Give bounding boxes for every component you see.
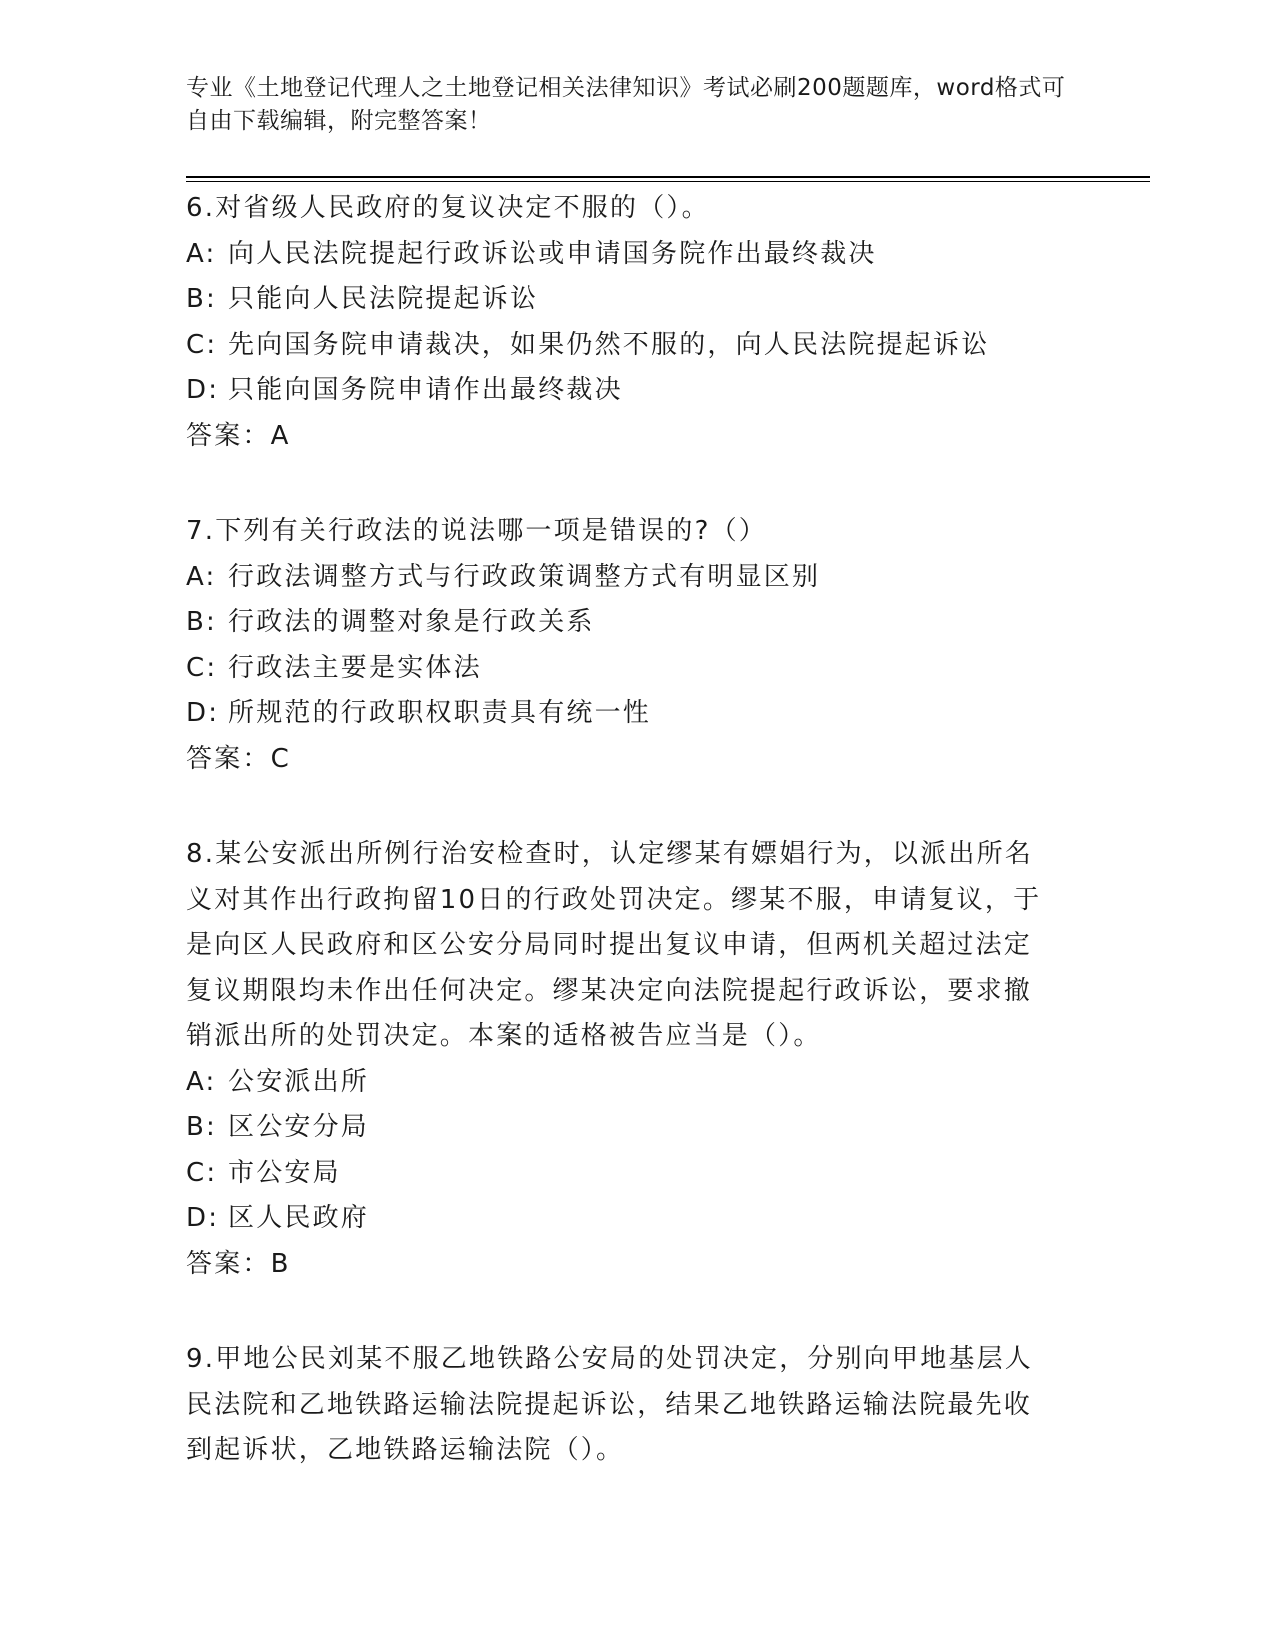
option-text: 行政法的调整对象是行政关系 <box>228 607 595 637</box>
question-stem-line: 是向区人民政府和区公安分局同时提出复议申请，但两机关超过法定 <box>186 930 1033 960</box>
option-b <box>186 1105 1086 1151</box>
option-text: 行政法主要是实体法 <box>228 652 482 683</box>
option-text: 区人民政府 <box>228 1203 370 1233</box>
document-header: 专业《土地登记代理人之土地登记相关法律知识》考试必刷200题题库，word格式可自由下载编辑，附完整答案！ <box>186 75 1066 134</box>
question-8 <box>186 832 1086 1287</box>
option-text: 公安派出所 <box>228 1066 370 1097</box>
option-c <box>186 646 1086 692</box>
answer: 答案：C <box>186 743 291 774</box>
spacer <box>186 459 1086 509</box>
option-a <box>186 1060 1086 1106</box>
option-key: B: <box>186 1112 217 1142</box>
option-b <box>186 600 1086 646</box>
answer: 答案：A <box>186 420 291 451</box>
option-d <box>186 691 1086 737</box>
option-key: B: <box>186 284 217 314</box>
option-key: D: <box>186 375 220 405</box>
question-7 <box>186 509 1086 782</box>
spacer <box>186 782 1086 832</box>
question-stem-line: 义对其作出行政拘留10日的行政处罚决定。缪某不服，申请复议，于 <box>186 884 1042 915</box>
option-text: 所规范的行政职权职责具有统一性 <box>228 698 652 728</box>
question-stem: 7.下列有关行政法的说法哪一项是错误的?（） <box>186 516 768 546</box>
option-key: C: <box>186 652 218 683</box>
option-c <box>186 1151 1086 1197</box>
option-text: 只能向国务院申请作出最终裁决 <box>228 375 623 405</box>
question-9 <box>186 1337 1086 1474</box>
question-stem-line: 到起诉状，乙地铁路运输法院（）。 <box>186 1435 625 1465</box>
option-key: C: <box>186 329 218 360</box>
option-a <box>186 232 1086 278</box>
question-stem-line: 8.某公安派出所例行治安检查时，认定缪某有嫖娼行为，以派出所名 <box>186 839 1034 869</box>
option-key: D: <box>186 1203 220 1233</box>
option-key: C: <box>186 1157 218 1188</box>
option-key: D: <box>186 698 220 728</box>
header-divider-thick <box>186 176 1150 178</box>
option-key: B: <box>186 607 217 637</box>
question-stem-line: 销派出所的处罚决定。本案的适格被告应当是（）。 <box>186 1021 822 1051</box>
option-text: 市公安局 <box>228 1157 341 1188</box>
option-a <box>186 555 1086 601</box>
header-divider-thin <box>186 181 1150 182</box>
option-text: 先向国务院申请裁决，如果仍然不服的，向人民法院提起诉讼 <box>228 329 990 360</box>
question-stem-line: 复议期限均未作出任何决定。缪某决定向法院提起行政诉讼，要求撤 <box>186 975 1033 1006</box>
option-b <box>186 277 1086 323</box>
option-c <box>186 323 1086 369</box>
option-key: A: <box>186 561 217 592</box>
option-key: A: <box>186 238 217 269</box>
spacer <box>186 1287 1086 1337</box>
option-text: 只能向人民法院提起诉讼 <box>228 284 539 314</box>
option-text: 区公安分局 <box>228 1112 370 1142</box>
option-d <box>186 368 1086 414</box>
option-text: 向人民法院提起行政诉讼或申请国务院作出最终裁决 <box>228 238 877 269</box>
question-stem-line: 民法院和乙地铁路运输法院提起诉讼，结果乙地铁路运输法院最先收 <box>186 1389 1033 1420</box>
option-d <box>186 1196 1086 1242</box>
answer: 答案：B <box>186 1248 291 1279</box>
question-list <box>186 186 1086 1474</box>
option-text: 行政法调整方式与行政政策调整方式有明显区别 <box>228 561 821 592</box>
question-stem-line: 9.甲地公民刘某不服乙地铁路公安局的处罚决定，分别向甲地基层人 <box>186 1344 1034 1374</box>
question-stem: 6.对省级人民政府的复议决定不服的（）。 <box>186 193 710 223</box>
option-key: A: <box>186 1066 217 1097</box>
question-6 <box>186 186 1086 459</box>
